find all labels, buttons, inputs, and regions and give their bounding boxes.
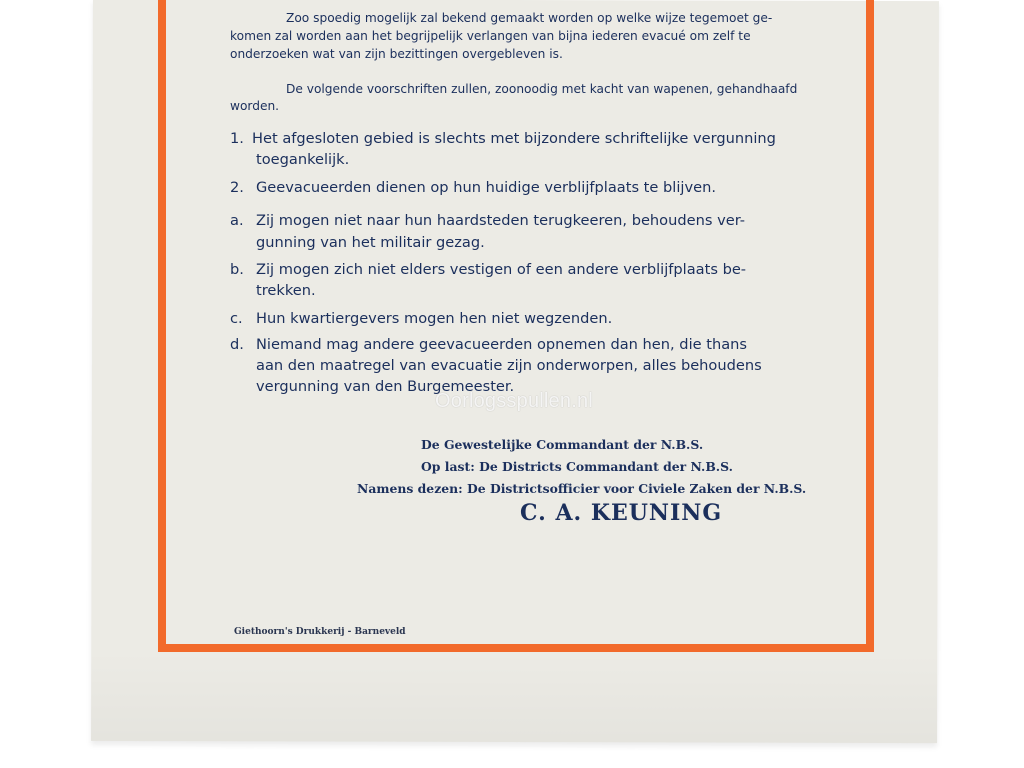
para2-line1: De volgende voorschriften zullen, zoonoodig met kacht van wapenen, gehandhaafd xyxy=(286,82,798,96)
signature-line2: Op last: De Districts Commandant der N.B.S. xyxy=(421,459,733,474)
signatory-name: C. A. KEUNING xyxy=(520,500,723,526)
rule-text: trekken. xyxy=(256,282,316,299)
rule-text: Zij mogen niet naar hun haardsteden terugkeeren, behoudens ver- xyxy=(256,212,746,229)
rule-text: gunning van het militair gezag. xyxy=(256,234,485,251)
rule-marker: 2. xyxy=(230,179,244,196)
watermark: Oorlogsspullen.nl xyxy=(435,390,593,412)
rule-marker: 1. xyxy=(230,130,244,147)
rule-text: Geevacueerden dienen op hun huidige verblijfplaats te blijven. xyxy=(256,179,716,196)
para1-line2: komen zal worden aan het begrijpelijk verlangen van bijna iederen evacué om zelf te xyxy=(230,29,751,43)
rule-text: Zij mogen zich niet elders vestigen of een andere verblijfplaats be- xyxy=(256,261,747,278)
printer-credit: Giethoorn's Drukkerij - Barneveld xyxy=(234,627,406,637)
rule-text: toegankelijk. xyxy=(256,151,350,168)
rule-text: Hun kwartiergevers mogen hen niet wegzenden. xyxy=(256,310,613,327)
rule-text: vergunning van den Burgemeester. xyxy=(256,378,515,395)
signature-line1: De Gewestelijke Commandant der N.B.S. xyxy=(421,437,704,452)
rule-marker: a. xyxy=(230,212,244,229)
para1-line3: onderzoeken wat van zijn bezittingen overgebleven is. xyxy=(230,47,563,61)
para2-line2: worden. xyxy=(230,99,280,113)
rule-text: Niemand mag andere geevacueerden opnemen dan hen, die thans xyxy=(256,336,748,353)
rule-text: aan den maatregel van evacuatie zijn onderworpen, alles behoudens xyxy=(256,357,762,374)
rule-text: Het afgesloten gebied is slechts met bijzondere schriftelijke vergunning xyxy=(252,130,776,147)
rule-marker: b. xyxy=(230,261,244,278)
signature-line3: Namens dezen: De Districtsofficier voor Civiele Zaken der N.B.S. xyxy=(357,481,807,496)
rule-marker: c. xyxy=(230,310,243,327)
para1-line1: Zoo spoedig mogelijk zal bekend gemaakt worden op welke wijze tegemoet ge- xyxy=(286,11,773,25)
rule-marker: d. xyxy=(230,336,244,353)
